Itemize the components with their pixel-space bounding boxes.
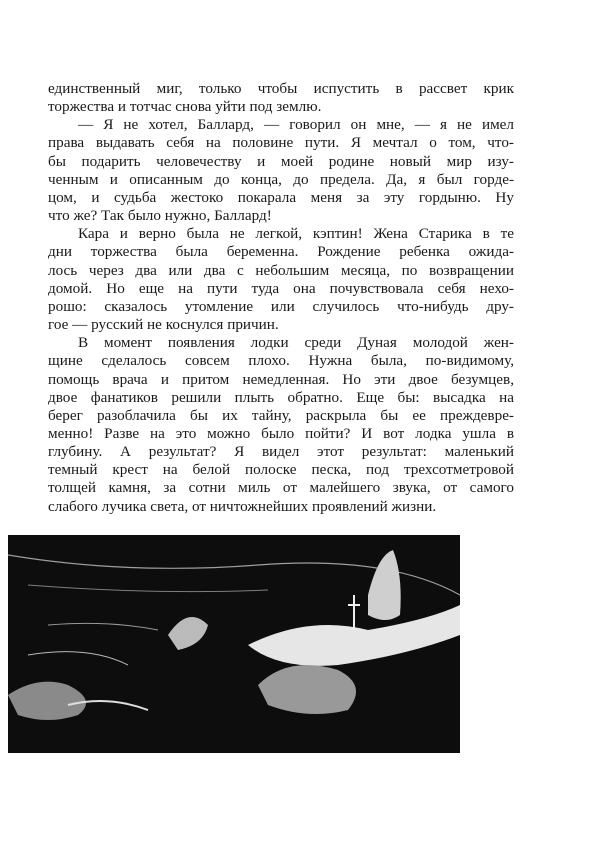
text-line: домой. Но еще на пути туда она почувствовала себя нехо- [48,279,514,297]
text-line: рошо: сказалось утомление или случилось что-нибудь дру- [48,297,514,315]
text-line: темный крест на белой полоске песка, под трехсотметровой [48,461,514,479]
text-line: помощь врача и притом немедленная. Но эти двое безумцев, [48,370,514,388]
text-line: торжества и тотчас снова уйти под землю. [48,98,322,116]
illustration-drawing [8,535,460,753]
text-line: В момент появления лодки среди Дуная молодой жен- [78,334,514,352]
text-line: единственный миг, только чтобы испустить в рассвет крик [48,80,514,97]
text-line: права выдавать себя на половине пути. Я мечтал о том, что- [48,134,514,152]
text-line: ченным и описанным до конца, до предела. Да, я был горде- [48,170,514,188]
text-line: что же? Так было нужно, Баллард! [48,207,272,225]
text-line: дни торжества была беременна. Рождение ребенка ожида- [48,243,514,261]
text-line: менно! Разве на это можно было пойти? И вот лодка ушла в [48,424,514,442]
text-line: бы подарить человечеству и моей родине новый мир изу- [48,152,514,170]
text-line: слабого лучика света, от ничтожнейших проявлений жизни. [48,497,437,515]
text-line: — Я не хотел, Баллард, — говорил он мне, — я не имел [78,116,514,134]
cave-illustration [8,535,460,753]
text-line: толщей камня, за сотни миль от малейшего звука, от самого [48,479,514,497]
text-line: берег разоблачила бы их тайну, раскрыла бы ее преждевре- [48,406,514,424]
text-line: цом, и судьба жестоко покарала меня за эту гордыню. Ну [48,188,514,206]
body-text [48,80,514,516]
text-line: лось через два или два с небольшим месяца, по возвращении [48,261,514,279]
text-line: щине сделалось совсем плохо. Нужна была, по-видимому, [48,352,514,370]
text-line: Кара и верно была не легкой, кэптин! Жена Старика в те [78,225,514,243]
text-line: глубину. А результат? Я видел этот результат: маленький [48,443,514,461]
text-line: гое — русский не коснулся причин. [48,316,279,334]
text-line: двое фанатиков решили плыть обратно. Еще бы: высадка на [48,388,514,406]
